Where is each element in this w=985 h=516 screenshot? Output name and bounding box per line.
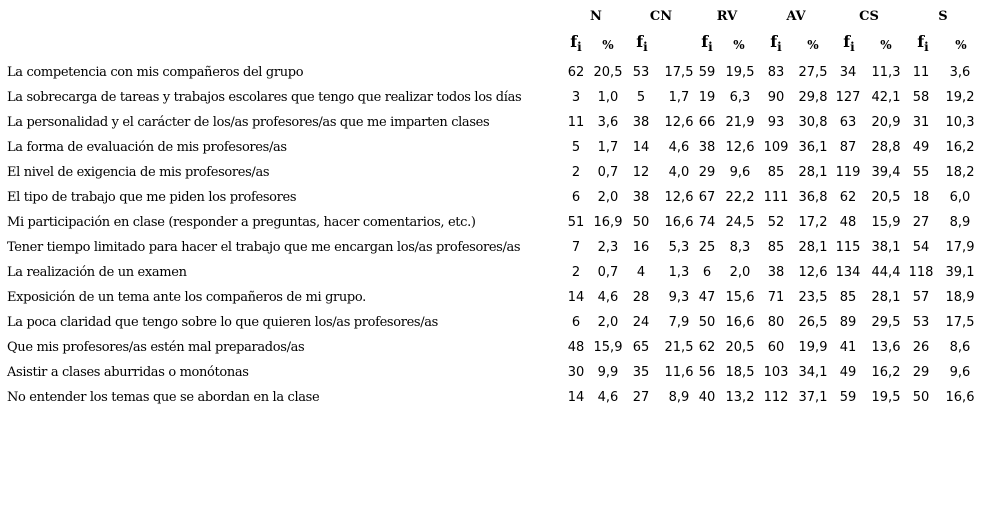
cell-percent: 17,2: [798, 215, 828, 230]
cell-frequency: 134: [835, 265, 861, 280]
cell-frequency: 49: [912, 140, 930, 155]
subheader-symbol: %: [733, 38, 745, 52]
cell-frequency: 85: [767, 165, 785, 180]
cell-percent: 11,6: [664, 365, 694, 380]
cell-percent: 12,6: [725, 140, 755, 155]
subheader-symbol: %: [955, 38, 967, 52]
cell-percent: 0,7: [597, 265, 619, 280]
subheader-symbol: f: [770, 32, 778, 51]
subheader-frequency: [561, 32, 591, 57]
cell-frequency: 57: [912, 290, 930, 305]
row-label: La sobrecarga de tareas y trabajos escolares que tengo que realizar todos los días: [7, 90, 522, 105]
cell-frequency: 40: [698, 390, 716, 405]
cell-percent: 8,6: [949, 340, 971, 355]
cell-percent: 26,5: [798, 315, 828, 330]
cell-percent: 19,2: [945, 90, 975, 105]
cell-frequency: 115: [835, 240, 861, 255]
cell-frequency: 2: [571, 165, 581, 180]
subheader-subscript: i: [777, 40, 782, 54]
cell-percent: 28,1: [798, 240, 828, 255]
cell-percent: 3,6: [597, 115, 619, 130]
cell-percent: 19,5: [725, 65, 755, 80]
cell-percent: 4,6: [668, 140, 690, 155]
cell-percent: 18,2: [945, 165, 975, 180]
cell-percent: 28,1: [871, 290, 901, 305]
cell-percent: 27,5: [798, 65, 828, 80]
cell-percent: 16,2: [871, 365, 901, 380]
table-row: [0, 360, 985, 385]
cell-percent: 13,2: [725, 390, 755, 405]
cell-percent: 18,5: [725, 365, 755, 380]
cell-frequency: 48: [567, 340, 585, 355]
cell-percent: 1,3: [668, 265, 690, 280]
row-label: La realización de un examen: [7, 265, 187, 280]
cell-percent: 29,5: [871, 315, 901, 330]
cell-percent: 34,1: [798, 365, 828, 380]
subheader-symbol: f: [843, 32, 851, 51]
cell-percent: 21,5: [664, 340, 694, 355]
subheader-percent: [593, 35, 623, 55]
cell-percent: 22,2: [725, 190, 755, 205]
cell-frequency: 62: [567, 65, 585, 80]
cell-frequency: 38: [767, 265, 785, 280]
cell-frequency: 118: [908, 265, 934, 280]
cell-frequency: 38: [698, 140, 716, 155]
table-row: [0, 185, 985, 210]
cell-percent: 9,6: [949, 365, 971, 380]
cell-percent: 4,6: [597, 390, 619, 405]
column-group-header: CN: [649, 9, 673, 24]
subheader-subscript: i: [643, 40, 648, 54]
cell-frequency: 90: [767, 90, 785, 105]
cell-percent: 38,1: [871, 240, 901, 255]
subheader-percent: [798, 35, 828, 55]
cell-frequency: 5: [571, 140, 581, 155]
cell-frequency: 49: [839, 365, 857, 380]
cell-percent: 3,6: [949, 65, 971, 80]
cell-frequency: 28: [632, 290, 650, 305]
cell-frequency: 38: [632, 190, 650, 205]
cell-frequency: 30: [567, 365, 585, 380]
subheader-symbol: %: [807, 38, 819, 52]
cell-frequency: 12: [632, 165, 650, 180]
table-row: [0, 310, 985, 335]
cell-frequency: 53: [632, 65, 650, 80]
cell-percent: 1,0: [597, 90, 619, 105]
row-label: El nivel de exigencia de mis profesores/as: [7, 165, 270, 180]
cell-frequency: 119: [835, 165, 861, 180]
table-row: [0, 210, 985, 235]
table-row: [0, 160, 985, 185]
cell-percent: 8,9: [668, 390, 690, 405]
cell-frequency: 16: [632, 240, 650, 255]
cell-frequency: 89: [839, 315, 857, 330]
cell-percent: 39,1: [945, 265, 975, 280]
cell-frequency: 55: [912, 165, 930, 180]
cell-percent: 16,9: [593, 215, 623, 230]
cell-percent: 20,5: [871, 190, 901, 205]
cell-frequency: 6: [571, 190, 581, 205]
subheader-symbol: %: [880, 38, 892, 52]
cell-frequency: 3: [571, 90, 581, 105]
subheader-frequency: [692, 32, 722, 57]
cell-frequency: 111: [763, 190, 789, 205]
cell-percent: 8,3: [729, 240, 751, 255]
cell-frequency: 62: [698, 340, 716, 355]
row-label: Asistir a clases aburridas o monótonas: [7, 365, 249, 380]
row-label: La personalidad y el carácter de los/as profesores/as que me imparten clases: [7, 115, 490, 130]
cell-percent: 17,9: [945, 240, 975, 255]
cell-frequency: 11: [567, 115, 585, 130]
cell-frequency: 66: [698, 115, 716, 130]
cell-frequency: 14: [632, 140, 650, 155]
cell-frequency: 26: [912, 340, 930, 355]
cell-frequency: 18: [912, 190, 930, 205]
cell-frequency: 74: [698, 215, 716, 230]
subheader-subscript: i: [850, 40, 855, 54]
row-label: La poca claridad que tengo sobre lo que quieren los/as profesores/as: [7, 315, 438, 330]
table-row: [0, 60, 985, 85]
cell-frequency: 11: [912, 65, 930, 80]
cell-frequency: 71: [767, 290, 785, 305]
subheader-frequency: [627, 32, 657, 57]
cell-percent: 2,0: [597, 190, 619, 205]
cell-percent: 17,5: [664, 65, 694, 80]
cell-percent: 18,9: [945, 290, 975, 305]
cell-frequency: 52: [767, 215, 785, 230]
cell-percent: 20,9: [871, 115, 901, 130]
row-label: Exposición de un tema ante los compañeros de mi grupo.: [7, 290, 366, 305]
cell-percent: 16,2: [945, 140, 975, 155]
column-group-header: S: [938, 9, 948, 24]
cell-percent: 39,4: [871, 165, 901, 180]
cell-percent: 6,3: [729, 90, 751, 105]
cell-percent: 15,9: [871, 215, 901, 230]
subheader-subscript: i: [924, 40, 929, 54]
cell-percent: 11,3: [871, 65, 901, 80]
cell-percent: 15,6: [725, 290, 755, 305]
cell-percent: 12,6: [798, 265, 828, 280]
cell-frequency: 50: [698, 315, 716, 330]
cell-percent: 4,6: [597, 290, 619, 305]
cell-percent: 5,3: [668, 240, 690, 255]
cell-frequency: 85: [839, 290, 857, 305]
cell-percent: 16,6: [664, 215, 694, 230]
cell-percent: 8,9: [949, 215, 971, 230]
cell-percent: 24,5: [725, 215, 755, 230]
cell-percent: 28,1: [798, 165, 828, 180]
row-label: La competencia con mis compañeros del grupo: [7, 65, 304, 80]
cell-percent: 0,7: [597, 165, 619, 180]
cell-frequency: 34: [839, 65, 857, 80]
subheader-frequency: [761, 32, 791, 57]
row-label: No entender los temas que se abordan en la clase: [7, 390, 320, 405]
subheader-subscript: i: [708, 40, 713, 54]
cell-frequency: 47: [698, 290, 716, 305]
cell-frequency: 53: [912, 315, 930, 330]
cell-percent: 2,3: [597, 240, 619, 255]
cell-percent: 15,9: [593, 340, 623, 355]
table-row: [0, 85, 985, 110]
cell-percent: 19,9: [798, 340, 828, 355]
cell-percent: 7,9: [668, 315, 690, 330]
cell-percent: 10,3: [945, 115, 975, 130]
cell-frequency: 58: [912, 90, 930, 105]
subheader-symbol: f: [701, 32, 709, 51]
row-label: El tipo de trabajo que me piden los profesores: [7, 190, 297, 205]
cell-frequency: 87: [839, 140, 857, 155]
cell-frequency: 62: [839, 190, 857, 205]
cell-frequency: 50: [912, 390, 930, 405]
cell-percent: 12,6: [664, 115, 694, 130]
subheader-percent: [871, 35, 901, 55]
row-label: Tener tiempo limitado para hacer el trabajo que me encargan los/as profesores/as: [7, 240, 521, 255]
cell-percent: 13,6: [871, 340, 901, 355]
cell-frequency: 103: [763, 365, 789, 380]
row-label: La forma de evaluación de mis profesores/as: [7, 140, 287, 155]
table-row: [0, 235, 985, 260]
cell-frequency: 50: [632, 215, 650, 230]
cell-frequency: 29: [912, 365, 930, 380]
cell-frequency: 59: [839, 390, 857, 405]
cell-percent: 30,8: [798, 115, 828, 130]
table-row: [0, 335, 985, 360]
cell-frequency: 67: [698, 190, 716, 205]
cell-percent: 19,5: [871, 390, 901, 405]
cell-frequency: 48: [839, 215, 857, 230]
cell-frequency: 24: [632, 315, 650, 330]
cell-frequency: 14: [567, 290, 585, 305]
table-row: [0, 110, 985, 135]
cell-percent: 20,5: [593, 65, 623, 80]
cell-percent: 2,0: [597, 315, 619, 330]
cell-frequency: 35: [632, 365, 650, 380]
subheader-frequency: [834, 32, 864, 57]
table-row: [0, 260, 985, 285]
subheader-symbol: f: [636, 32, 644, 51]
row-label: Que mis profesores/as estén mal preparados/as: [7, 340, 305, 355]
cell-frequency: 4: [636, 265, 646, 280]
table-row: [0, 135, 985, 160]
cell-percent: 23,5: [798, 290, 828, 305]
cell-percent: 12,6: [664, 190, 694, 205]
cell-frequency: 63: [839, 115, 857, 130]
cell-frequency: 59: [698, 65, 716, 80]
cell-frequency: 85: [767, 240, 785, 255]
cell-frequency: 60: [767, 340, 785, 355]
cell-percent: 9,3: [668, 290, 690, 305]
cell-frequency: 31: [912, 115, 930, 130]
cell-percent: 4,0: [668, 165, 690, 180]
cell-percent: 17,5: [945, 315, 975, 330]
cell-percent: 1,7: [668, 90, 690, 105]
column-group-header: RV: [716, 9, 738, 24]
cell-frequency: 93: [767, 115, 785, 130]
cell-frequency: 38: [632, 115, 650, 130]
cell-percent: 36,1: [798, 140, 828, 155]
cell-percent: 21,9: [725, 115, 755, 130]
cell-frequency: 112: [763, 390, 789, 405]
cell-frequency: 56: [698, 365, 716, 380]
cell-frequency: 6: [702, 265, 712, 280]
column-group-header: CS: [859, 9, 879, 24]
cell-frequency: 65: [632, 340, 650, 355]
cell-percent: 2,0: [729, 265, 751, 280]
cell-percent: 36,8: [798, 190, 828, 205]
cell-frequency: 25: [698, 240, 716, 255]
cell-frequency: 14: [567, 390, 585, 405]
subheader-symbol: f: [570, 32, 578, 51]
cell-frequency: 54: [912, 240, 930, 255]
cell-frequency: 5: [636, 90, 646, 105]
cell-percent: 37,1: [798, 390, 828, 405]
cell-percent: 44,4: [871, 265, 901, 280]
cell-percent: 9,6: [729, 165, 751, 180]
subheader-subscript: i: [577, 40, 582, 54]
column-group-header: N: [590, 9, 602, 24]
cell-frequency: 109: [763, 140, 789, 155]
cell-percent: 16,6: [945, 390, 975, 405]
cell-frequency: 27: [632, 390, 650, 405]
cell-frequency: 7: [571, 240, 581, 255]
cell-frequency: 27: [912, 215, 930, 230]
cell-frequency: 29: [698, 165, 716, 180]
row-label: Mi participación en clase (responder a preguntas, hacer comentarios, etc.): [7, 215, 476, 230]
subheader-frequency: [908, 32, 938, 57]
table-row: [0, 285, 985, 310]
cell-frequency: 51: [567, 215, 585, 230]
cell-frequency: 83: [767, 65, 785, 80]
cell-frequency: 41: [839, 340, 857, 355]
cell-frequency: 2: [571, 265, 581, 280]
table-row: [0, 385, 985, 410]
cell-percent: 28,8: [871, 140, 901, 155]
cell-percent: 29,8: [798, 90, 828, 105]
cell-frequency: 19: [698, 90, 716, 105]
cell-percent: 9,9: [597, 365, 619, 380]
subheader-symbol: %: [602, 38, 614, 52]
cell-percent: 1,7: [597, 140, 619, 155]
cell-percent: 16,6: [725, 315, 755, 330]
subheader-percent: [946, 35, 976, 55]
cell-frequency: 127: [835, 90, 861, 105]
cell-percent: 20,5: [725, 340, 755, 355]
cell-percent: 6,0: [949, 190, 971, 205]
cell-percent: 42,1: [871, 90, 901, 105]
cell-frequency: 6: [571, 315, 581, 330]
subheader-symbol: f: [917, 32, 925, 51]
column-group-header: AV: [786, 9, 806, 24]
cell-frequency: 80: [767, 315, 785, 330]
subheader-percent: [724, 35, 754, 55]
